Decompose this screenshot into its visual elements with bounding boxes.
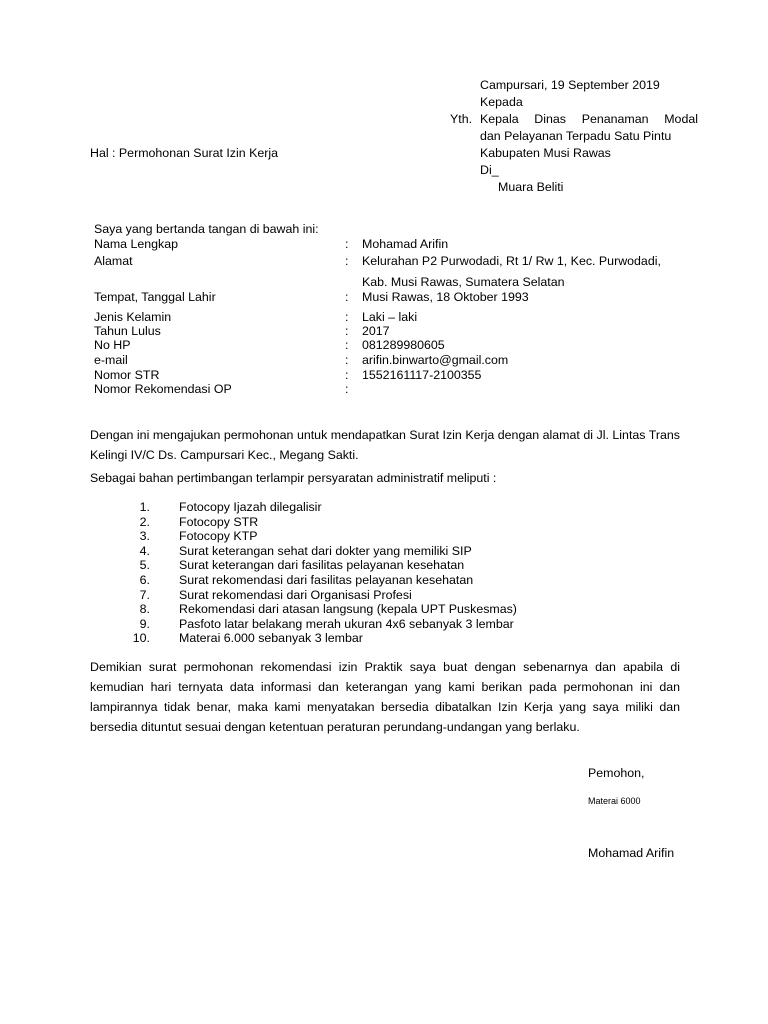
identity-value: Mohamad Arifin <box>362 237 449 251</box>
intro-text: Saya yang bertanda tangan di bawah ini: <box>94 222 319 236</box>
closing-paragraph: Demikian surat permohonan rekomendasi izin Praktik saya buat dengan sebenarnya dan apabila di kemudian hari ternyata data informasi dan keterangan yang kami berikan pada permohonan ini dan lampirannya tidak benar, maka kami menyatakan bersedia dibatalkan Izin Kerja yang saya miliki dan bersedia dituntut sesuai dengan ketentuan peraturan perundang-undangan yang berlaku. <box>90 660 680 734</box>
list-text: Fotocopy Ijazah dilegalisir <box>179 500 322 514</box>
identity-value: 2017 <box>362 324 390 338</box>
identity-row <box>94 290 694 305</box>
list-number: 4. <box>139 543 150 558</box>
request-paragraph: Dengan ini mengajukan permohonan untuk mendapatkan Surat Izin Kerja dengan alamat di Jl. Lintas Trans Kelingi IV/C Ds. Campursari Kec., Megang Sakti. <box>90 428 680 462</box>
list-number: 9. <box>139 616 150 631</box>
identity-row <box>94 237 694 252</box>
identity-row <box>94 338 694 353</box>
identity-label: Jenis Kelamin <box>94 310 172 324</box>
recipient-city: Muara Beliti <box>498 180 564 194</box>
identity-row <box>94 310 694 325</box>
list-text: Fotocopy KTP <box>179 529 258 544</box>
identity-row <box>94 324 694 339</box>
identity-value: 1552161117-2100355 <box>362 368 482 382</box>
identity-label: Nomor Rekomendasi OP <box>94 382 232 396</box>
recipient-line-3: Kabupaten Musi Rawas <box>480 146 611 160</box>
identity-row <box>94 368 694 383</box>
identity-label: Tempat, Tanggal Lahir <box>94 290 216 304</box>
list-number: 1. <box>139 500 150 514</box>
identity-label: Nama Lengkap <box>94 237 179 251</box>
yth-label: Yth. <box>450 112 473 126</box>
list-text: Fotocopy STR <box>179 514 259 529</box>
attachment-intro: Sebagai bahan pertimbangan terlampir persyaratan administratif meliputi : <box>90 471 497 485</box>
kepada-label: Kepada <box>480 95 523 109</box>
identity-colon: : <box>345 324 349 338</box>
di-label: Di_ <box>480 163 499 177</box>
pemohon-label: Pemohon, <box>588 766 645 780</box>
list-number: 7. <box>139 587 150 602</box>
identity-label: Nomor STR <box>94 368 160 382</box>
list-text: Surat keterangan dari fasilitas pelayanan kesehatan <box>179 558 465 573</box>
identity-row <box>94 353 694 368</box>
list-text: Rekomendasi dari atasan langsung (kepala UPT Puskesmas) <box>179 602 517 617</box>
recipient-block <box>480 77 700 196</box>
identity-label: No HP <box>94 338 131 352</box>
subject-line: Hal : Permohonan Surat Izin Kerja <box>90 146 279 160</box>
identity-value: 081289980605 <box>362 338 445 352</box>
place-date: Campursari, 19 September 2019 <box>480 78 660 92</box>
identity-value: Musi Rawas, 18 Oktober 1993 <box>362 290 529 304</box>
identity-row <box>94 254 694 269</box>
list-text: Materai 6.000 sebanyak 3 lembar <box>179 631 363 646</box>
list-text: Surat keterangan sehat dari dokter yang memiliki SIP <box>179 543 472 558</box>
identity-value: arifin.binwarto@gmail.com <box>362 353 509 367</box>
recipient-line-1: Kepala Dinas Penanaman Modal <box>480 112 698 126</box>
identity-colon: : <box>345 353 349 367</box>
recipient-line-2: dan Pelayanan Terpadu Satu Pintu <box>480 129 672 143</box>
list-text: Pasfoto latar belakang merah ukuran 4x6 sebanyak 3 lembar <box>179 616 514 631</box>
identity-colon: : <box>345 237 349 251</box>
list-number: 8. <box>139 602 150 617</box>
identity-value: Kab. Musi Rawas, Sumatera Selatan <box>362 275 565 289</box>
identity-colon: : <box>345 368 349 382</box>
identity-row <box>94 275 694 290</box>
signature-name: Mohamad Arifin <box>588 846 675 860</box>
list-number: 3. <box>139 529 150 544</box>
list-number: 6. <box>139 573 150 587</box>
identity-colon: : <box>345 338 349 352</box>
list-number: 2. <box>139 514 150 529</box>
list-text: Surat rekomendasi dari Organisasi Profesi <box>179 587 412 602</box>
identity-label: Tahun Lulus <box>94 324 161 338</box>
identity-value: Kelurahan P2 Purwodadi, Rt 1/ Rw 1, Kec. Purwodadi, <box>362 254 661 268</box>
materai-label: Materai 6000 <box>588 796 641 806</box>
identity-label: e-mail <box>94 353 128 367</box>
identity-label: Alamat <box>94 254 133 268</box>
list-text: Surat rekomendasi dari fasilitas pelayanan kesehatan <box>179 573 474 587</box>
identity-colon: : <box>345 382 349 396</box>
list-number: 5. <box>139 558 150 573</box>
identity-colon: : <box>345 290 349 304</box>
identity-colon: : <box>345 310 349 324</box>
identity-value: Laki – laki <box>362 310 418 324</box>
identity-row <box>94 382 694 397</box>
identity-colon: : <box>345 254 349 268</box>
list-number: 10. <box>132 631 150 646</box>
